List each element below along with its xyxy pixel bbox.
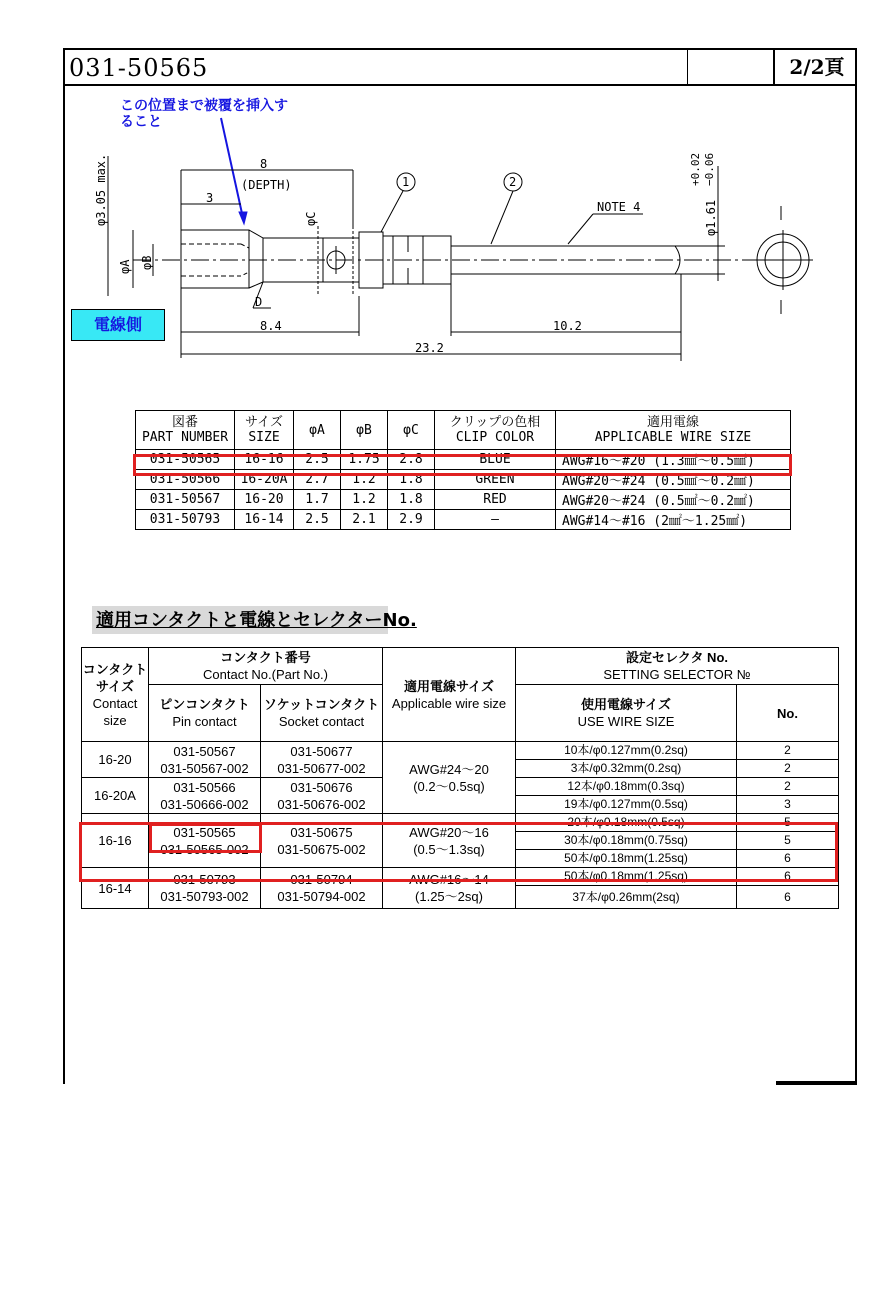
header-wire-jp: 適用電線 (646, 415, 699, 430)
cell-contact-size: 16-20 (82, 742, 149, 778)
cell-phi-a: 2.5 (294, 450, 341, 470)
header-selector-en: SETTING SELECTOR № (603, 667, 751, 682)
contact-barrel (181, 230, 249, 288)
cell-phi-a: 2.5 (294, 510, 341, 530)
dim-phi-b: φB (140, 255, 154, 270)
cell-wire-sq: (0.5～1.3sq) (413, 841, 485, 857)
cell-size: 16-20A (235, 470, 294, 490)
cell-color: RED (435, 490, 556, 510)
cell-selector-no: 6 (737, 868, 839, 886)
cell-socket: 031-50676-002 (277, 796, 366, 812)
insertion-note: この位置まで被覆を挿入すること (120, 98, 288, 130)
cell-wire-awg: AWG#24～20 (409, 761, 489, 777)
cell-socket: 031-50677-002 (277, 760, 366, 776)
cell-socket: 031-50794-002 (277, 889, 366, 904)
cell-part: 031-50793 (136, 510, 235, 530)
header-no: No. (777, 705, 798, 721)
header-size-en: SIZE (248, 430, 280, 445)
cell-wire: AWG#20～#24 (0.5㎟～0.2㎟) (556, 470, 791, 490)
cell-wire-awg: AWG#16～14 (409, 872, 489, 887)
cell-color: BLUE (435, 450, 556, 470)
header-pin-en: Pin contact (172, 714, 237, 729)
header-socket-en: Socket contact (278, 714, 365, 729)
cell-pin: 031-50566 (173, 779, 236, 795)
cell-size: 16-20 (235, 490, 294, 510)
header-color-jp: クリップの色相 (449, 415, 541, 430)
cell-wire-sq: (0.2～0.5sq) (413, 778, 485, 794)
cell-wire: AWG#20～#24 (0.5㎟～0.2㎟) (556, 490, 791, 510)
cell-wire-awg: AWG#20～16 (409, 824, 489, 840)
cell-phi-b: 1.2 (341, 470, 388, 490)
document-number: 031-50565 (69, 54, 209, 82)
cell-phi-a: 2.7 (294, 470, 341, 490)
note-4: NOTE 4 (597, 200, 641, 214)
cell-use-wire: 37本/φ0.26mm(2sq) (516, 886, 737, 909)
frame-right-border (855, 48, 857, 1084)
dim-d: D (255, 295, 263, 309)
dim-phi-a: φA (118, 259, 132, 274)
cell-color: — (435, 510, 556, 530)
dim-10-2: 10.2 (553, 319, 582, 333)
cell-phi-b: 1.2 (341, 490, 388, 510)
header-phi-b: φB (341, 411, 388, 450)
header-phi-c: φC (388, 411, 435, 450)
contact-drawing (63, 86, 855, 386)
cell-pin: 031-50565 (173, 824, 236, 840)
balloon-1-label: 1 (402, 175, 410, 189)
cell-color: GREEN (435, 470, 556, 490)
tolerance-minus: −0.06 (703, 152, 716, 186)
header-phi-a: φA (294, 411, 341, 450)
cell-selector-no: 3 (737, 796, 839, 814)
header-pin-jp: ピンコンタクト (159, 697, 250, 712)
cell-use-wire: 12本/φ0.18mm(0.3sq) (516, 778, 737, 796)
highlight-pin-50565 (149, 823, 262, 853)
note-arrowhead (239, 212, 247, 224)
dim-23-2: 23.2 (415, 341, 444, 355)
cell-selector-no: 5 (737, 832, 839, 850)
cell-selector-no: 2 (737, 742, 839, 760)
cell-use-wire: 50本/φ0.18mm(1.25sq) (516, 868, 737, 886)
cell-size: 16-14 (235, 510, 294, 530)
cell-use-wire: 50本/φ0.18mm(1.25sq) (516, 850, 737, 868)
cell-phi-b: 2.1 (341, 510, 388, 530)
header-part-jp: 図番 (171, 415, 198, 430)
cell-size: 16-16 (235, 450, 294, 470)
balloon-2-label: 2 (509, 175, 517, 189)
cell-wire: AWG#14～#16 (2㎟～1.25㎟) (556, 510, 791, 530)
cell-use-wire: 19本/φ0.127mm(0.5sq) (516, 796, 737, 814)
header-contact-jp: コンタクト番号 (220, 650, 311, 665)
title-block (63, 48, 857, 86)
header-socket-jp: ソケットコンタクト (263, 697, 380, 712)
tolerance-plus: +0.02 (689, 152, 702, 186)
table-row (136, 490, 791, 510)
header-contact-en: Contact No.(Part No.) (203, 667, 328, 682)
header-wire-en: Applicable wire size (391, 695, 507, 711)
cell-part: 031-50567 (136, 490, 235, 510)
header-selector-jp: 設定セレクタ No. (625, 650, 729, 665)
cell-phi-a: 1.7 (294, 490, 341, 510)
section-title: 適用コンタクトと電線とセレクターNo. (96, 610, 417, 631)
cell-part: 031-50565 (136, 450, 235, 470)
header-wire-en: APPLICABLE WIRE SIZE (594, 430, 752, 445)
title-block-empty-cell (687, 50, 774, 84)
dim-phi-1-61: φ1.61 (704, 199, 718, 236)
dim-depth: (DEPTH) (241, 178, 292, 192)
cell-use-wire: 10本/φ0.127mm(0.2sq) (516, 742, 737, 760)
header-use-jp: 使用電線サイズ (581, 697, 671, 712)
dim-3: 3 (206, 191, 214, 205)
cell-phi-c: 1.8 (388, 490, 435, 510)
frame-bottom-mark (776, 1081, 857, 1085)
cell-selector-no: 2 (737, 778, 839, 796)
header-size-jp: サイズ (245, 415, 283, 430)
cell-socket: 031-50794 (290, 872, 353, 887)
cell-part: 031-50566 (136, 470, 235, 490)
wire-side-label: 電線側 (71, 309, 165, 341)
cell-wire-sq: (1.25～2sq) (415, 889, 483, 904)
cell-selector-no: 2 (737, 760, 839, 778)
header-size-en: Contact size (92, 695, 138, 728)
cell-socket: 031-50677 (290, 743, 353, 759)
cell-pin: 031-50793-002 (160, 889, 249, 904)
cell-phi-c: 1.8 (388, 470, 435, 490)
dim-phi-3-05: φ3.05 max. (94, 153, 108, 226)
dim-8-4: 8.4 (260, 319, 282, 333)
dim-phi-c: φC (304, 211, 318, 226)
cell-phi-b: 1.75 (341, 450, 388, 470)
table-row (82, 742, 839, 760)
page-number: 2/2頁 (773, 50, 859, 84)
dim-8: 8 (260, 157, 268, 171)
cell-phi-c: 2.8 (388, 450, 435, 470)
cell-pin: 031-50793 (173, 872, 236, 887)
cell-use-wire: 3本/φ0.32mm(0.2sq) (516, 760, 737, 778)
header-size-jp2: サイズ (96, 678, 134, 694)
cell-socket: 031-50675-002 (277, 841, 366, 857)
cell-phi-c: 2.9 (388, 510, 435, 530)
cell-socket: 031-50676 (290, 779, 353, 795)
table-header-row (136, 411, 791, 450)
header-use-en: USE WIRE SIZE (577, 714, 675, 729)
header-part-en: PART NUMBER (141, 430, 229, 445)
cell-pin: 031-50565-002 (160, 841, 249, 857)
cell-selector-no: 6 (737, 886, 839, 909)
header-color-en: CLIP COLOR (455, 430, 535, 445)
cell-pin: 031-50567-002 (160, 760, 249, 776)
header-wire-jp: 適用電線サイズ (404, 678, 494, 694)
cell-use-wire: 30本/φ0.18mm(0.75sq) (516, 832, 737, 850)
cell-pin: 031-50567 (173, 743, 236, 759)
highlight-row-50565 (133, 454, 792, 476)
cell-socket: 031-50675 (290, 824, 353, 840)
cell-wire: AWG#16～#20 (1.3㎟～0.5㎟) (556, 450, 791, 470)
header-size-jp: コンタクト (82, 661, 148, 677)
table-row (136, 510, 791, 530)
cell-use-wire: 20本/φ0.18mm(0.5sq) (516, 814, 737, 832)
cell-contact-size: 16-20A (82, 778, 149, 814)
cell-contact-size: 16-14 (82, 868, 149, 909)
note-arrow (221, 118, 243, 218)
cell-contact-size: 16-16 (82, 814, 149, 868)
cell-pin: 031-50666-002 (160, 796, 249, 812)
cell-selector-no: 5 (737, 814, 839, 832)
cell-selector-no: 6 (737, 850, 839, 868)
